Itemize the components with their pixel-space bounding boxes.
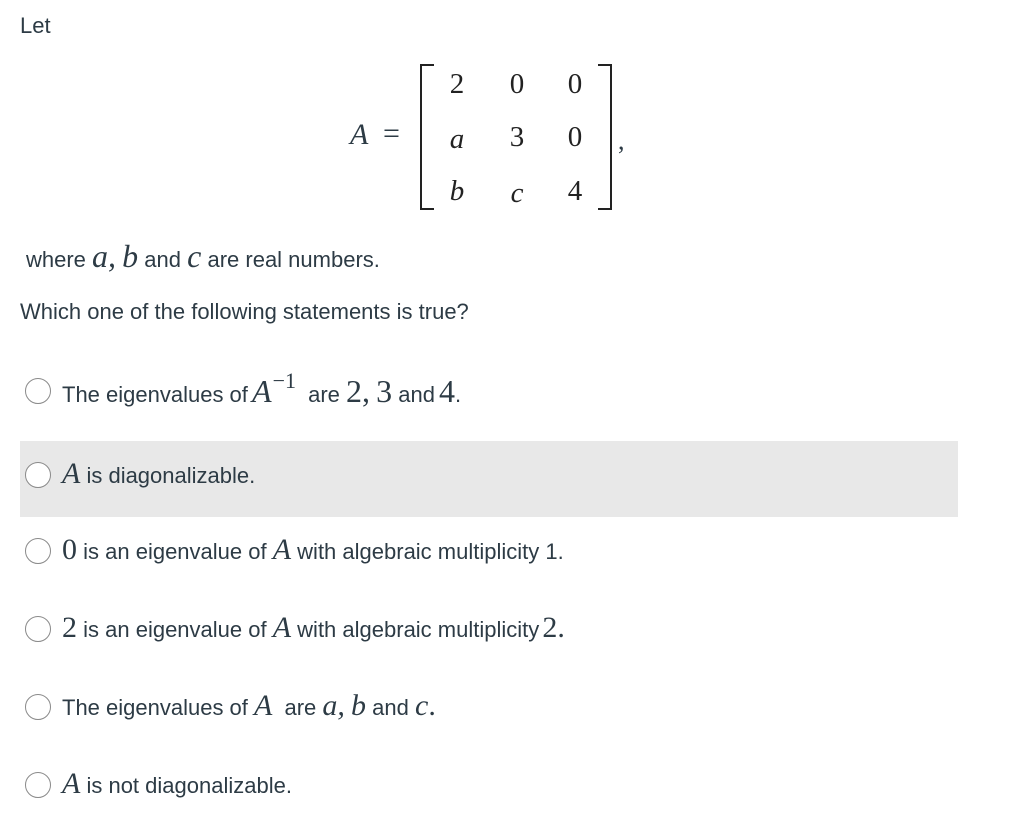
matrix-cell: 0 xyxy=(567,121,583,153)
option-label xyxy=(62,457,255,491)
var-c: c xyxy=(187,238,202,274)
math-symbol: A xyxy=(272,533,292,566)
radio-button[interactable] xyxy=(25,378,51,404)
option-text: are xyxy=(284,695,317,720)
option-text: is an eigenvalue of xyxy=(83,617,267,642)
radio-button[interactable] xyxy=(25,462,51,488)
left-bracket xyxy=(420,64,434,210)
math-symbol: a, xyxy=(322,689,345,722)
option-text: are xyxy=(308,382,340,407)
var-a: a, xyxy=(92,238,117,274)
answer-option[interactable] xyxy=(20,516,958,592)
matrix-cell: 3 xyxy=(509,121,525,153)
option-text: and xyxy=(398,382,436,407)
math-symbol: 2 xyxy=(62,611,77,644)
math-symbol: A xyxy=(62,767,81,800)
where-prefix: where xyxy=(26,247,86,272)
option-text: The eigenvalues of xyxy=(62,695,248,720)
matrix-trailing-comma: , xyxy=(618,126,625,155)
math-symbol: . xyxy=(557,611,565,644)
math-symbol: 4 xyxy=(439,373,456,409)
radio-button[interactable] xyxy=(25,694,51,720)
option-label xyxy=(62,767,292,801)
answer-option[interactable] xyxy=(20,441,958,517)
equals-sign: = xyxy=(383,117,400,150)
option-text: with algebraic multiplicity 1. xyxy=(297,539,564,564)
option-label xyxy=(62,367,462,410)
right-bracket xyxy=(598,64,612,210)
radio-button[interactable] xyxy=(25,538,51,564)
intro-text: Let xyxy=(20,13,51,38)
and-word: and xyxy=(144,247,182,272)
matrix-cell: b xyxy=(449,175,465,207)
option-text: is diagonalizable. xyxy=(86,463,256,488)
option-label xyxy=(62,689,436,723)
math-symbol: A xyxy=(254,689,273,722)
option-text: with algebraic multiplicity xyxy=(297,617,540,642)
math-symbol: A xyxy=(62,457,81,490)
math-symbol: A xyxy=(252,373,272,409)
matrix-cell: c xyxy=(510,177,524,209)
math-symbol: c xyxy=(415,689,429,722)
option-text: The eigenvalues of xyxy=(62,382,248,407)
where-line xyxy=(26,238,380,275)
answer-option[interactable] xyxy=(20,358,958,434)
math-superscript: −1 xyxy=(272,367,296,393)
radio-button[interactable] xyxy=(25,772,51,798)
matrix-cell: 4 xyxy=(567,175,583,207)
answer-option[interactable] xyxy=(20,594,958,670)
matrix-name: A xyxy=(350,118,369,151)
option-text: is not diagonalizable. xyxy=(86,773,292,798)
where-suffix: are real numbers. xyxy=(207,247,380,272)
math-symbol: 0 xyxy=(62,533,77,566)
option-text: is an eigenvalue of xyxy=(83,539,267,564)
matrix-cell: 0 xyxy=(567,68,583,100)
matrix-cell: 2 xyxy=(449,68,465,100)
answer-option[interactable] xyxy=(20,672,958,748)
math-symbol: 3 xyxy=(376,373,393,409)
math-symbol: . xyxy=(428,689,436,722)
var-b: b xyxy=(122,238,139,274)
answer-option[interactable] xyxy=(20,750,958,826)
radio-button[interactable] xyxy=(25,616,51,642)
matrix xyxy=(420,60,612,212)
option-text: and xyxy=(372,695,409,720)
matrix-cell: 0 xyxy=(509,68,525,100)
matrix-cell: a xyxy=(449,123,465,155)
math-symbol: A xyxy=(272,611,292,644)
math-symbol: 2, xyxy=(346,373,371,409)
option-label xyxy=(62,533,564,567)
question-text: Which one of the following statements is true? xyxy=(20,299,469,324)
math-symbol: b xyxy=(351,689,367,722)
option-text: . xyxy=(455,382,462,407)
math-symbol: 2 xyxy=(542,611,558,644)
option-label xyxy=(62,611,565,645)
